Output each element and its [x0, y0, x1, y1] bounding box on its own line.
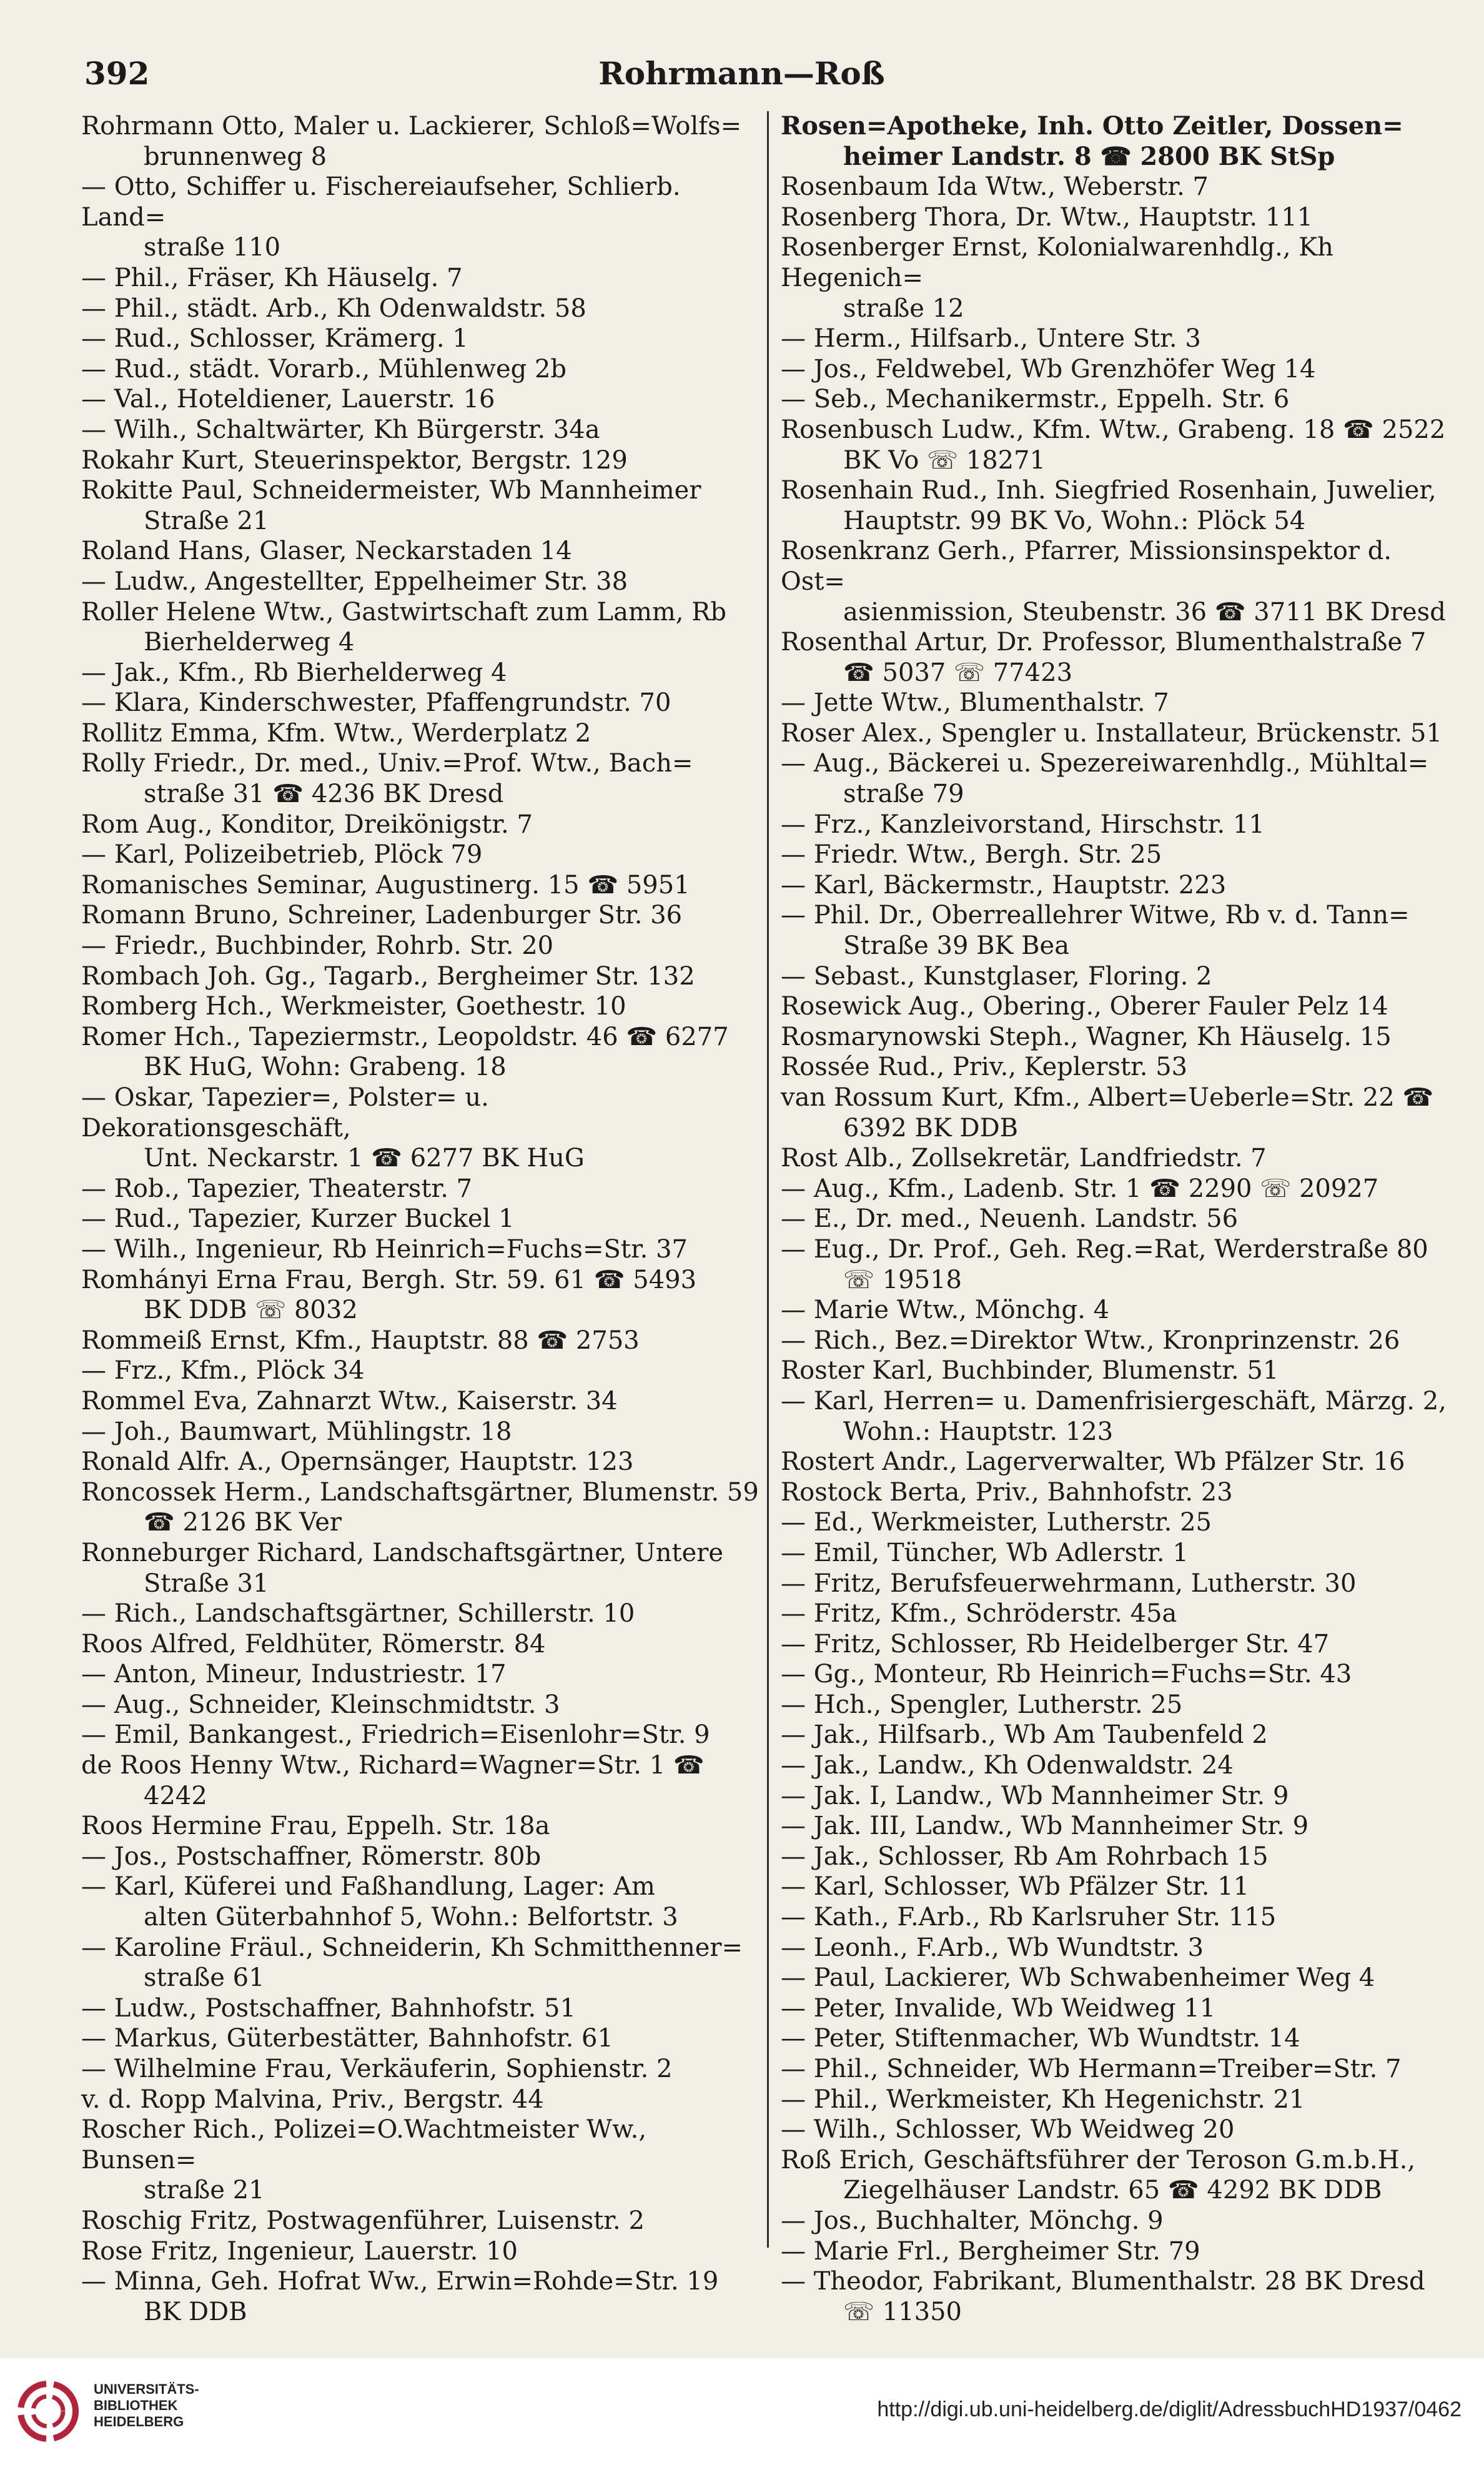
entry-text: Rostert Andr., Lagerverwalter, Wb Pfälzer Str. 16: [781, 1447, 1405, 1477]
entry-text: — Ludw., Postschaffner, Bahnhofstr. 51: [81, 1993, 576, 2023]
library-name-line-1: UNIVERSITÄTS-: [94, 2381, 199, 2397]
directory-entry: [781, 1447, 1462, 1477]
left-column: [81, 111, 762, 2327]
entry-continuation: alten Güterbahnhof 5, Wohn.: Belfortstr. 3: [144, 1903, 678, 1932]
entry-text: — Theodor, Fabrikant, Blumenthalstr. 28 BK Dresd: [781, 2267, 1425, 2296]
right-column: [781, 111, 1462, 2327]
directory-entry: [781, 1872, 1462, 1902]
source-url-link[interactable]: http://digi.ub.uni-heidelberg.de/diglit/AdressbuchHD1937/0462: [877, 2398, 1462, 2421]
directory-entry: [781, 1659, 1462, 1690]
directory-entry: [781, 324, 1462, 354]
directory-entry: [781, 1599, 1462, 1629]
entry-text: Rostock Berta, Priv., Bahnhofstr. 23: [781, 1477, 1233, 1507]
entry-text: — Karoline Fräul., Schneiderin, Kh Schmitthenner=: [81, 1933, 743, 1962]
directory-entry: [81, 1022, 762, 1083]
entry-continuation: ☎ 2126 BK Ver: [144, 1508, 342, 1537]
entry-continuation: Bierhelderweg 4: [144, 628, 355, 657]
directory-entry: [81, 354, 762, 385]
directory-entry: [781, 111, 1462, 172]
directory-entry: [781, 1933, 1462, 1963]
entry-continuation: ☏ 11350: [843, 2297, 962, 2326]
entry-text: Rollitz Emma, Kfm. Wtw., Werderplatz 2: [81, 718, 591, 748]
entry-text: Roster Karl, Buchbinder, Blumenstr. 51: [781, 1356, 1279, 1386]
directory-entry: [781, 172, 1462, 202]
directory-entry: [81, 1811, 762, 1842]
entry-text: Rost Alb., Zollsekretär, Landfriedstr. 7: [781, 1144, 1267, 1173]
entry-text: — Rich., Bez.=Direktor Wtw., Kronprinzenstr. 26: [781, 1326, 1400, 1355]
entry-text: — Jak., Hilfsarb., Wb Am Taubenfeld 2: [781, 1720, 1268, 1750]
entry-text: Rommel Eva, Zahnarzt Wtw., Kaiserstr. 34: [81, 1386, 618, 1416]
directory-entry: [781, 718, 1462, 749]
entry-text: Romer Hch., Tapeziermstr., Leopoldstr. 46 ☎ 6277: [81, 1022, 729, 1051]
entry-text: — Markus, Güterbestätter, Bahnhofstr. 61: [81, 2024, 613, 2053]
directory-entry: [781, 1720, 1462, 1750]
directory-entry: [781, 475, 1462, 536]
directory-entry: [81, 172, 762, 263]
entry-text: — Friedr., Buchbinder, Rohrb. Str. 20: [81, 931, 554, 961]
directory-entry: [81, 294, 762, 324]
directory-entry: [781, 991, 1462, 1022]
entry-text: v. d. Ropp Malvina, Priv., Bergstr. 44: [81, 2085, 544, 2114]
entry-text: Roser Alex., Spengler u. Installateur, Brückenstr. 51: [781, 718, 1442, 748]
directory-entry: [781, 1174, 1462, 1204]
directory-entry: [81, 1720, 762, 1750]
entry-text: — Fritz, Kfm., Schröderstr. 45a: [781, 1599, 1177, 1629]
library-name: [94, 2381, 199, 2430]
entry-text: — Jos., Postschaffner, Römerstr. 80b: [81, 1842, 542, 1871]
entry-text: — Fritz, Berufsfeuerwehrmann, Lutherstr. 30: [781, 1569, 1357, 1598]
entry-continuation: straße 12: [843, 294, 964, 323]
entry-continuation: ☏ 19518: [843, 1265, 962, 1294]
entry-continuation: heimer Landstr. 8 ☎ 2800 BK StSp: [843, 141, 1335, 171]
entry-text: Rosenberger Ernst, Kolonialwarenhdlg., Kh Hegenich=: [781, 233, 1333, 292]
directory-entry: [781, 1993, 1462, 2024]
directory-entry: [81, 1659, 762, 1690]
entry-text: — Phil., Werkmeister, Kh Hegenichstr. 21: [781, 2085, 1305, 2114]
directory-entry: [81, 718, 762, 749]
directory-entry: [781, 384, 1462, 415]
entry-text: — Gg., Monteur, Rb Heinrich=Fuchs=Str. 43: [781, 1660, 1352, 1689]
directory-entry: [781, 1842, 1462, 1872]
directory-entry: [781, 415, 1462, 475]
entry-text: Rolly Friedr., Dr. med., Univ.=Prof. Wtw., Bach=: [81, 749, 693, 778]
directory-entry: [81, 1872, 762, 1932]
entry-text: — Joh., Baumwart, Mühlingstr. 18: [81, 1417, 512, 1446]
entry-text: Rose Fritz, Ingenieur, Lauerstr. 10: [81, 2236, 518, 2266]
entry-text: Rosenkranz Gerh., Pfarrer, Missionsinspektor d. Ost=: [781, 537, 1392, 596]
entry-text: Romberg Hch., Werkmeister, Goethestr. 10: [81, 992, 626, 1021]
entry-text: Roschig Fritz, Postwagenführer, Luisenstr. 2: [81, 2206, 645, 2235]
directory-entry: [781, 1811, 1462, 1842]
entry-continuation: Ziegelhäuser Landstr. 65 ☎ 4292 BK DDB: [843, 2176, 1382, 2205]
entry-text: Roscher Rich., Polizei=O.Wachtmeister Ww., Bunsen=: [81, 2115, 647, 2175]
entry-text: — Friedr. Wtw., Bergh. Str. 25: [781, 840, 1162, 870]
entry-text: — Marie Frl., Bergheimer Str. 79: [781, 2236, 1200, 2266]
entry-text: Rombach Joh. Gg., Tagarb., Bergheimer Str. 132: [81, 961, 695, 991]
directory-entry: [781, 1356, 1462, 1386]
entry-text: — Peter, Invalide, Wb Weidweg 11: [781, 1993, 1216, 2023]
entry-continuation: Unt. Neckarstr. 1 ☎ 6277 BK HuG: [144, 1144, 585, 1173]
entry-text: — Karl, Küferei und Faßhandlung, Lager: Am: [81, 1872, 655, 1902]
directory-entry: [81, 2023, 762, 2054]
page-number: 392: [84, 55, 150, 92]
directory-entry: [781, 202, 1462, 233]
entry-text: van Rossum Kurt, Kfm., Albert=Ueberle=Str. 22 ☎: [781, 1083, 1434, 1112]
directory-entry: [81, 2266, 762, 2327]
entry-continuation: straße 79: [843, 780, 964, 809]
directory-entry: [781, 1386, 1462, 1447]
entry-text: — Sebast., Kunstglaser, Floring. 2: [781, 961, 1212, 991]
directory-entry: [781, 2266, 1462, 2327]
directory-entry: [81, 1690, 762, 1720]
directory-entry: [781, 232, 1462, 324]
entry-text: — Jos., Feldwebel, Wb Grenzhöfer Weg 14: [781, 354, 1316, 384]
directory-entry: [81, 2054, 762, 2085]
directory-entry: [81, 1993, 762, 2024]
entry-continuation: Straße 39 BK Bea: [843, 931, 1070, 961]
directory-entry: [81, 475, 762, 536]
directory-entry: [781, 840, 1462, 870]
directory-entry: [81, 840, 762, 870]
entry-text: Roos Alfred, Feldhüter, Römerstr. 84: [81, 1629, 546, 1659]
directory-entry: [781, 870, 1462, 901]
directory-entry: [81, 1629, 762, 1660]
entry-text: — Phil., städt. Arb., Kh Odenwaldstr. 58: [81, 294, 586, 323]
entry-text: — Eug., Dr. Prof., Geh. Reg.=Rat, Werderstraße 80: [781, 1234, 1428, 1264]
entry-text: — Val., Hoteldiener, Lauerstr. 16: [81, 385, 495, 414]
directory-entry: [781, 627, 1462, 688]
entry-text: — Kath., F.Arb., Rb Karlsruher Str. 115: [781, 1903, 1277, 1932]
directory-entry: [81, 748, 762, 809]
directory-entry: [781, 1052, 1462, 1083]
directory-entry: [81, 597, 762, 658]
entry-text: — E., Dr. med., Neuenh. Landstr. 56: [781, 1204, 1239, 1234]
entry-text: — Seb., Mechanikermstr., Eppelh. Str. 6: [781, 385, 1290, 414]
directory-entry: [781, 2115, 1462, 2145]
entry-text: Roland Hans, Glaser, Neckarstaden 14: [81, 537, 572, 566]
directory-entry: [781, 2236, 1462, 2267]
entry-text: — Emil, Bankangest., Friedrich=Eisenlohr=Str. 9: [81, 1720, 710, 1750]
entry-text: — Jak., Kfm., Rb Bierhelderweg 4: [81, 658, 507, 687]
entry-text: — Jak. III, Landw., Wb Mannheimer Str. 9: [781, 1812, 1309, 1841]
directory-entry: [81, 1842, 762, 1872]
entry-text: — Rud., städt. Vorarb., Mühlenweg 2b: [81, 354, 567, 384]
entry-text: — Karl, Polizeibetrieb, Plöck 79: [81, 840, 483, 870]
directory-entry: [81, 991, 762, 1022]
directory-entry: [781, 1204, 1462, 1234]
entry-text: — Jos., Buchhalter, Mönchg. 9: [781, 2206, 1164, 2235]
entry-continuation: BK HuG, Wohn: Grabeng. 18: [144, 1053, 507, 1082]
entry-text: — Wilhelmine Frau, Verkäuferin, Sophienstr. 2: [81, 2055, 673, 2083]
entry-text: Rosenbusch Ludw., Kfm. Wtw., Grabeng. 18 ☎ 2522: [781, 415, 1446, 444]
directory-entry: [781, 1963, 1462, 1993]
entry-text: — Aug., Kfm., Ladenb. Str. 1 ☎ 2290 ☏ 20927: [781, 1174, 1379, 1203]
entry-text: — Herm., Hilfsarb., Untere Str. 3: [781, 324, 1201, 354]
entry-text: — Ludw., Angestellter, Eppelheimer Str. 38: [81, 567, 628, 596]
university-library-logo-icon: [14, 2374, 82, 2449]
directory-entry: [81, 1447, 762, 1477]
entry-text: — Rich., Landschaftsgärtner, Schillerstr. 10: [81, 1599, 635, 1629]
entry-text: — Aug., Bäckerei u. Spezereiwarenhdlg., Mühltal=: [781, 749, 1429, 778]
entry-text: — Ed., Werkmeister, Lutherstr. 25: [781, 1508, 1212, 1537]
directory-entry: [81, 961, 762, 992]
directory-entry: [81, 658, 762, 688]
entry-continuation: asienmission, Steubenstr. 36 ☎ 3711 BK Dresd: [843, 597, 1446, 627]
entry-text: — Marie Wtw., Mönchg. 4: [781, 1296, 1110, 1325]
entry-text: Rosenhain Rud., Inh. Siegfried Rosenhain, Juwelier,: [781, 476, 1437, 505]
entry-text: Roncossek Herm., Landschaftsgärtner, Blumenstr. 59: [81, 1477, 759, 1507]
entry-text: — Jette Wtw., Blumenthalstr. 7: [781, 688, 1169, 718]
directory-entry: [781, 1083, 1462, 1143]
directory-entry: [81, 111, 762, 172]
directory-entry: [781, 1629, 1462, 1660]
entry-continuation: Hauptstr. 99 BK Vo, Wohn.: Plöck 54: [843, 506, 1306, 535]
running-title: Rohrmann—Roß: [598, 55, 885, 92]
directory-entry: [81, 2206, 762, 2236]
entry-text: — Frz., Kanzleivorstand, Hirschstr. 11: [781, 810, 1265, 839]
directory-entry: [781, 688, 1462, 718]
entry-text: — Minna, Geh. Hofrat Ww., Erwin=Rohde=Str. 19: [81, 2267, 719, 2296]
directory-entry: [81, 1265, 762, 1326]
directory-entry: [81, 1538, 762, 1599]
entry-text: — Jak., Landw., Kh Odenwaldstr. 24: [781, 1751, 1234, 1780]
directory-entry: [81, 1386, 762, 1417]
directory-entry: [81, 324, 762, 354]
directory-entry: [781, 2054, 1462, 2085]
entry-text: — Jak. I, Landw., Wb Mannheimer Str. 9: [781, 1781, 1289, 1810]
entry-text: — Phil., Schneider, Wb Hermann=Treiber=Str. 7: [781, 2055, 1402, 2083]
directory-entry: [781, 1234, 1462, 1295]
entry-text: — Paul, Lackierer, Wb Schwabenheimer Weg 4: [781, 1963, 1375, 1993]
entry-text: Ronald Alfr. A., Opernsänger, Hauptstr. 123: [81, 1447, 634, 1477]
directory-entry: [781, 2206, 1462, 2236]
directory-entry: [81, 1356, 762, 1386]
entry-text: Rohrmann Otto, Maler u. Lackierer, Schloß=Wolfs=: [81, 112, 742, 141]
entry-text: de Roos Henny Wtw., Richard=Wagner=Str. 1 ☎: [81, 1751, 705, 1780]
entry-continuation: straße 61: [144, 1963, 265, 1993]
entry-text: Rokitte Paul, Schneidermeister, Wb Mannheimer: [81, 476, 701, 505]
entry-text: Romanisches Seminar, Augustinerg. 15 ☎ 5951: [81, 870, 690, 900]
entry-text: Rokahr Kurt, Steuerinspektor, Bergstr. 129: [81, 445, 628, 475]
entry-text: — Phil. Dr., Oberreallehrer Witwe, Rb v. d. Tann=: [781, 901, 1410, 930]
directory-entry: [781, 2145, 1462, 2206]
entry-text: — Frz., Kfm., Plöck 34: [81, 1356, 365, 1386]
directory-entry: [781, 354, 1462, 385]
entry-continuation: straße 21: [144, 2176, 265, 2205]
directory-entry: [81, 1417, 762, 1447]
entry-text: Roos Hermine Frau, Eppelh. Str. 18a: [81, 1812, 550, 1841]
entry-continuation: BK DDB: [144, 2297, 247, 2326]
directory-entry: [781, 748, 1462, 809]
directory-entry: [781, 2023, 1462, 2054]
entry-text: — Karl, Bäckermstr., Hauptstr. 223: [781, 870, 1227, 900]
entry-text: — Jak., Schlosser, Rb Am Rohrbach 15: [781, 1842, 1269, 1871]
entry-text: Rommeiß Ernst, Kfm., Hauptstr. 88 ☎ 2753: [81, 1326, 640, 1355]
directory-entry: [781, 810, 1462, 840]
entry-text: Roller Helene Wtw., Gastwirtschaft zum Lamm, Rb: [81, 597, 726, 627]
directory-entry: [81, 384, 762, 415]
entry-text: — Emil, Tüncher, Wb Adlerstr. 1: [781, 1538, 1189, 1567]
entry-text: — Peter, Stiftenmacher, Wb Wundtstr. 14: [781, 2024, 1300, 2053]
entry-text: Rosenbaum Ida Wtw., Weberstr. 7: [781, 172, 1209, 202]
directory-entry: [781, 1538, 1462, 1569]
entry-text: Rom Aug., Konditor, Dreikönigstr. 7: [81, 810, 533, 839]
directory-entry: [781, 1781, 1462, 1812]
entry-continuation: Straße 21: [144, 506, 269, 535]
entry-text: Romann Bruno, Schreiner, Ladenburger Str. 36: [81, 901, 683, 930]
entry-text: — Wilh., Schlosser, Wb Weidweg 20: [781, 2115, 1235, 2145]
directory-entry: [81, 415, 762, 445]
directory-entry: [81, 688, 762, 718]
entry-continuation: BK DDB ☏ 8032: [144, 1296, 358, 1325]
directory-entry: [781, 1690, 1462, 1720]
entry-text: Rosen=Apotheke, Inh. Otto Zeitler, Dossen=: [781, 111, 1403, 141]
entry-text: — Fritz, Schlosser, Rb Heidelberger Str. 47: [781, 1629, 1330, 1659]
entry-text: — Rud., Schlosser, Krämerg. 1: [81, 324, 468, 354]
entry-text: — Oskar, Tapezier=, Polster= u. Dekorationsgeschäft,: [81, 1083, 489, 1143]
directory-entry: [81, 900, 762, 931]
directory-entry: [81, 1750, 762, 1811]
entry-text: Rosewick Aug., Obering., Oberer Fauler Pelz 14: [781, 992, 1388, 1021]
page-header: [84, 49, 1399, 99]
directory-entry: [81, 536, 762, 567]
entry-text: — Leonh., F.Arb., Wb Wundtstr. 3: [781, 1933, 1204, 1962]
entry-continuation: BK Vo ☏ 18271: [843, 445, 1046, 475]
entry-text: Roß Erich, Geschäftsführer der Teroson G.m.b.H.,: [781, 2145, 1416, 2175]
entry-text: — Wilh., Ingenieur, Rb Heinrich=Fuchs=Str. 37: [81, 1234, 688, 1264]
entry-text: — Rud., Tapezier, Kurzer Buckel 1: [81, 1204, 515, 1234]
directory-entry: [781, 1902, 1462, 1933]
entry-text: Rossée Rud., Priv., Keplerstr. 53: [781, 1053, 1188, 1082]
entry-text: Romhányi Erna Frau, Bergh. Str. 59. 61 ☎ 5493: [81, 1265, 697, 1294]
directory-entry: [781, 1569, 1462, 1599]
directory-entry: [81, 870, 762, 901]
library-name-line-3: HEIDELBERG: [94, 2414, 184, 2429]
library-name-line-2: BIBLIOTHEK: [94, 2398, 178, 2413]
entry-text: — Karl, Herren= u. Damenfrisiergeschäft, Märzg. 2,: [781, 1386, 1447, 1416]
directory-entry: [81, 1204, 762, 1234]
entry-continuation: brunnenweg 8: [144, 142, 327, 171]
directory-entry: [81, 1174, 762, 1204]
directory-entry: [81, 1326, 762, 1356]
directory-entry: [81, 1599, 762, 1629]
directory-entry: [781, 1507, 1462, 1538]
directory-entry: [81, 1083, 762, 1174]
entry-text: — Hch., Spengler, Lutherstr. 25: [781, 1690, 1183, 1719]
entry-text: Rosenberg Thora, Dr. Wtw., Hauptstr. 111: [781, 202, 1313, 232]
directory-entry: [81, 1477, 762, 1538]
directory-entry: [81, 1933, 762, 1993]
directory-entry: [781, 536, 1462, 627]
directory-entry: [81, 810, 762, 840]
directory-entry: [781, 2085, 1462, 2115]
directory-entry: [81, 1234, 762, 1265]
directory-entry: [781, 1750, 1462, 1781]
directory-entry: [781, 1477, 1462, 1508]
entry-text: — Otto, Schiffer u. Fischereiaufseher, Schlierb. Land=: [81, 172, 681, 232]
entry-continuation: 6392 BK DDB: [843, 1113, 1019, 1143]
entry-text: — Klara, Kinderschwester, Pfaffengrundstr. 70: [81, 688, 671, 718]
entry-continuation: straße 110: [144, 233, 281, 262]
directory-entry: [781, 1295, 1462, 1326]
entry-text: — Karl, Schlosser, Wb Pfälzer Str. 11: [781, 1872, 1250, 1902]
directory-entry: [81, 931, 762, 961]
entry-continuation: ☎ 5037 ☏ 77423: [843, 658, 1073, 687]
directory-entry: [81, 263, 762, 294]
directory-entry: [81, 2115, 762, 2206]
entry-continuation: Straße 31: [144, 1569, 269, 1598]
entry-text: — Rob., Tapezier, Theaterstr. 7: [81, 1174, 473, 1203]
entry-text: Rosmarynowski Steph., Wagner, Kh Häuselg. 15: [781, 1022, 1392, 1051]
entry-continuation: straße 31 ☎ 4236 BK Dresd: [144, 780, 504, 809]
entry-text: — Anton, Mineur, Industriestr. 17: [81, 1660, 507, 1689]
entry-continuation: 4242: [144, 1781, 207, 1810]
entry-text: — Aug., Schneider, Kleinschmidtstr. 3: [81, 1690, 560, 1719]
entry-text: Ronneburger Richard, Landschaftsgärtner, Untere: [81, 1538, 724, 1567]
directory-entry: [781, 961, 1462, 992]
directory-entry: [81, 2236, 762, 2267]
entry-text: — Wilh., Schaltwärter, Kh Bürgerstr. 34a: [81, 415, 600, 444]
directory-entry: [781, 900, 1462, 961]
entry-continuation: Wohn.: Hauptstr. 123: [843, 1417, 1114, 1446]
directory-entry: [781, 1022, 1462, 1053]
entry-text: — Phil., Fräser, Kh Häuselg. 7: [81, 263, 463, 292]
entry-text: Rosenthal Artur, Dr. Professor, Blumenthalstraße 7: [781, 628, 1427, 657]
directory-entry: [781, 1143, 1462, 1174]
directory-entry: [81, 567, 762, 597]
directory-entry: [81, 2085, 762, 2115]
column-divider: [767, 111, 769, 2248]
directory-entry: [781, 1326, 1462, 1356]
directory-entry: [81, 445, 762, 476]
